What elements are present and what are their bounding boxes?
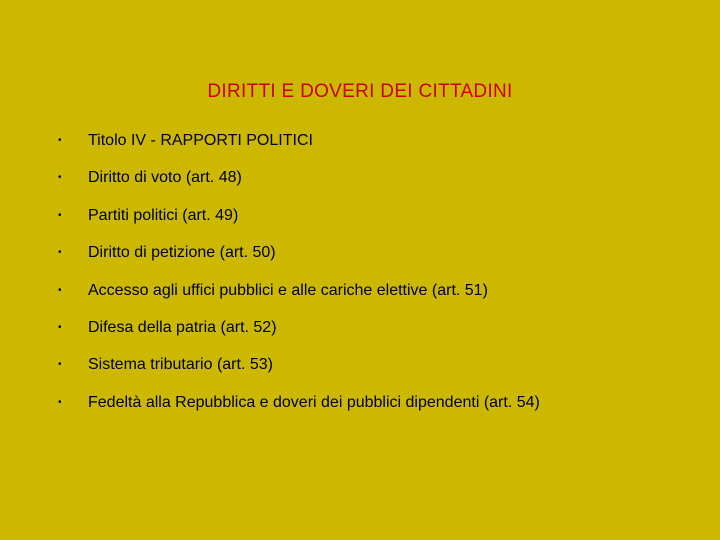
list-item-text: Diritto di voto (art. 48)	[88, 169, 242, 187]
bullet-icon: •	[58, 172, 62, 184]
list-item	[58, 130, 540, 152]
list-item-text: Titolo IV - RAPPORTI POLITICI	[88, 132, 313, 149]
bullet-icon: •	[58, 247, 62, 259]
list-item-text: Fedeltà alla Repubblica e doveri dei pubblici dipendenti (art. 54)	[88, 393, 540, 411]
bullet-icon: •	[58, 135, 62, 146]
bullet-icon: •	[58, 209, 62, 221]
list-item-text: Sistema tributario (art. 53)	[88, 356, 273, 374]
list-item-text: Diritto di petizione (art. 50)	[88, 244, 276, 262]
list-item	[58, 354, 540, 376]
list-item-text: Partiti politici (art. 49)	[88, 206, 239, 224]
list-item-text: Accesso agli uffici pubblici e alle cariche elettive (art. 51)	[88, 281, 488, 299]
list-item	[58, 205, 540, 227]
bullet-icon: •	[58, 359, 62, 371]
bullet-icon: •	[58, 284, 62, 296]
list-item	[58, 167, 540, 189]
list-item	[58, 242, 540, 264]
bullet-list	[58, 130, 540, 429]
bullet-icon: •	[58, 396, 62, 408]
list-item-text: Difesa della patria (art. 52)	[88, 318, 277, 336]
bullet-icon: •	[58, 321, 62, 333]
list-item	[58, 280, 540, 302]
list-item	[58, 317, 540, 339]
list-item	[58, 392, 540, 414]
slide-title: DIRITTI E DOVERI DEI CITTADINI	[207, 81, 513, 102]
